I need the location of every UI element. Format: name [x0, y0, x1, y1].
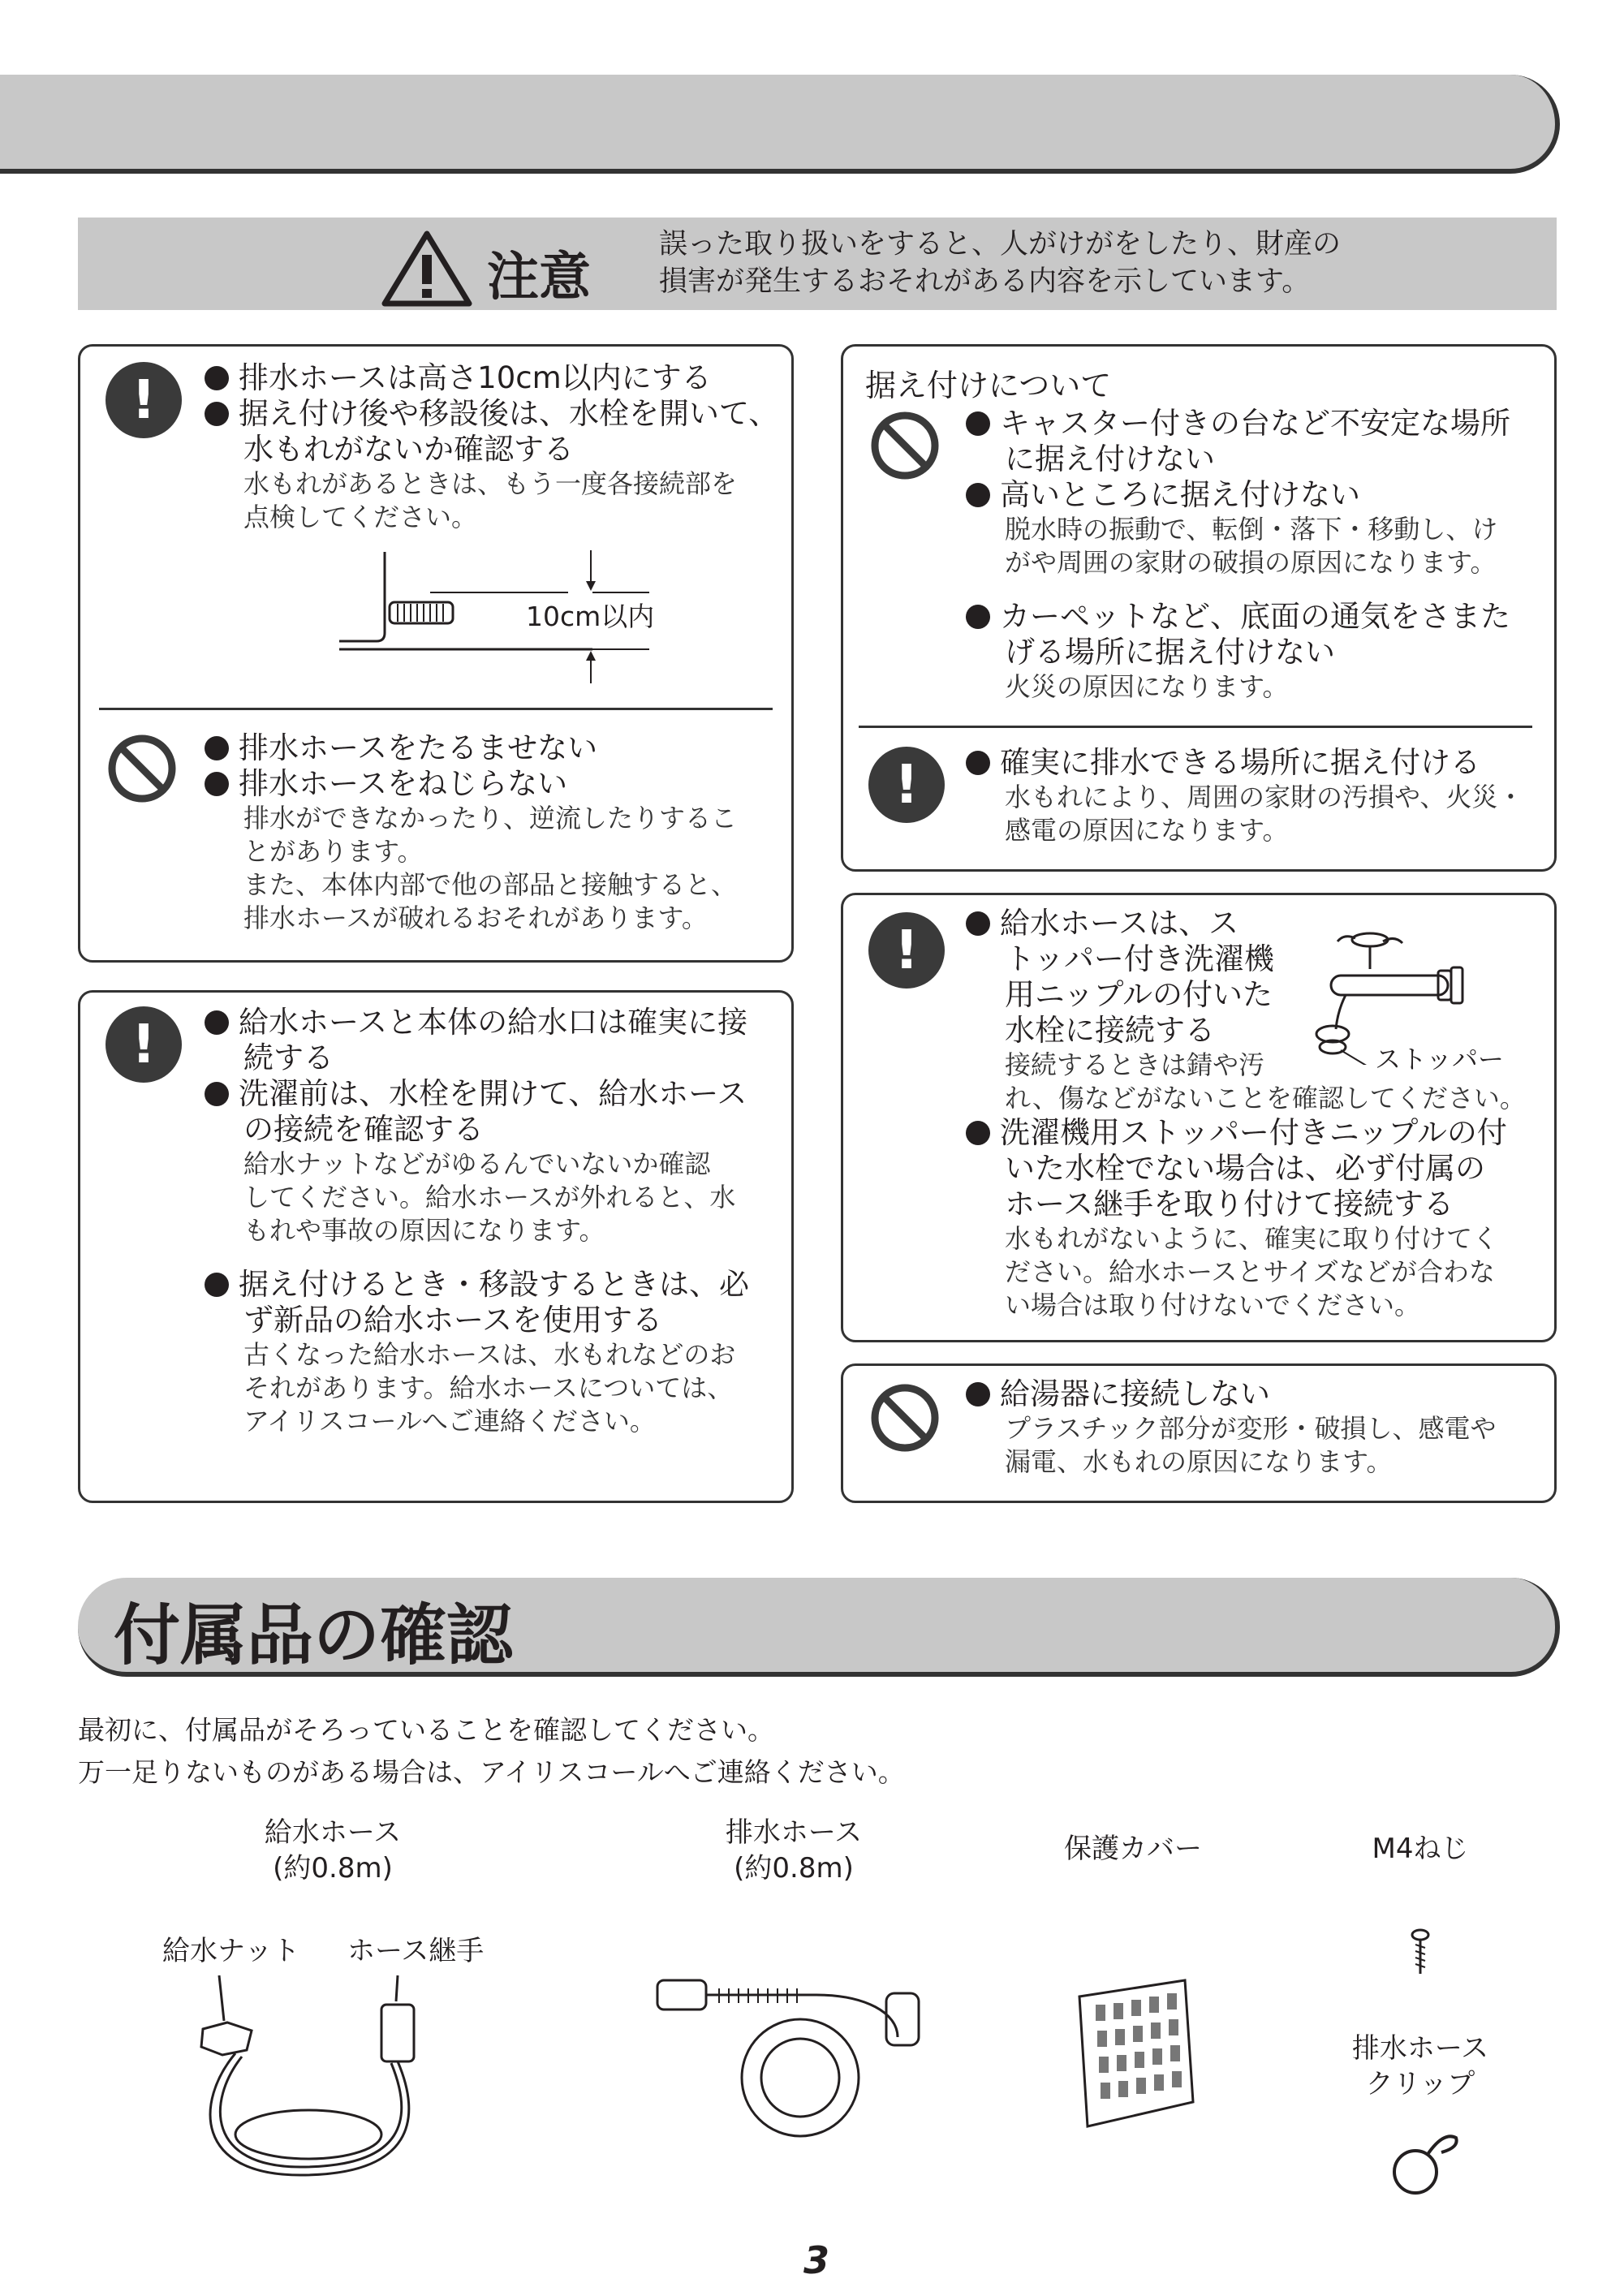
bullet-text: げる場所に据え付けない [1005, 635, 1335, 670]
top-header-band [0, 75, 1560, 174]
prohibition-icon [870, 411, 940, 480]
bullet-dot [966, 411, 990, 436]
accessories-intro [78, 1709, 905, 1794]
left-panel1-text-b [205, 730, 789, 935]
intro-line: 万一足りないものがある場合は、アイリスコールへご連絡ください。 [78, 1756, 905, 1788]
note-text: 排水ホースが破れるおそれがあります。 [243, 902, 708, 933]
note-text: がや周囲の家財の破損の原因になります。 [1005, 547, 1497, 578]
bullet-text: 給水ホースと本体の給水口は確実に接 [239, 1005, 748, 1040]
note-text: 火災の原因になります。 [1005, 671, 1289, 702]
bullet-text: キャスター付きの台など不安定な場所 [1000, 406, 1510, 441]
page-number: 3 [803, 2238, 830, 2282]
note-text: アイリスコールへご連絡ください。 [243, 1406, 656, 1437]
left-panel2-text [205, 1005, 789, 1438]
bullet-dot [205, 402, 229, 426]
screw-label: M4ねじ [1372, 1833, 1469, 1865]
mandatory-icon: ! [106, 362, 182, 438]
drain-hose-label [696, 1815, 891, 1886]
accessory-length: (約0.8m) [273, 1852, 393, 1885]
accessory-length: (約0.8m) [734, 1852, 854, 1885]
note-text: 古くなった給水ホースは、水もれなどのお [243, 1339, 736, 1370]
bullet-dot [205, 1010, 229, 1035]
note-text: また、本体内部で他の部品と接触すると、 [243, 869, 738, 900]
cover-label: 保護カバー [1064, 1833, 1202, 1865]
note-text: 漏電、水もれの原因になります。 [1005, 1446, 1393, 1477]
protection-cover-illustration [1071, 1972, 1201, 2134]
caution-desc-line: 誤った取り扱いをすると、人がけがをしたり、財産の [659, 228, 1342, 261]
bullet-text: 給水ホースは、ス [1000, 906, 1239, 941]
bullet-text: 排水ホースをたるませない [239, 730, 598, 765]
supply-hose-illustration [179, 1972, 471, 2191]
right-panel3-text [966, 1376, 1550, 1479]
caution-description [659, 226, 1341, 300]
accessory-name: 給水ホース [264, 1816, 402, 1849]
divider [99, 708, 773, 710]
note-text: 水もれにより、周囲の家財の汚損や、火災・ [1005, 782, 1524, 812]
note-text: ださい。給水ホースとサイズなどが合わな [1005, 1256, 1495, 1287]
note-text: 水もれがあるときは、もう一度各接続部を [243, 468, 738, 499]
intro-line: 最初に、付属品がそろっていることを確認してください。 [78, 1714, 774, 1746]
left-panel1-text-a [205, 360, 789, 534]
right-panel1-text-b [966, 745, 1550, 847]
bullet-dot [205, 736, 229, 760]
bullet-text: 水栓に接続する [1005, 1013, 1215, 1048]
note-text: 給水ナットなどがゆるんでいないか確認 [243, 1148, 711, 1179]
stopper-label: ストッパー [1375, 1044, 1505, 1075]
bullet-text: ず新品の給水ホースを使用する [243, 1303, 663, 1338]
bullet-dot [966, 1382, 990, 1406]
bullet-dot [205, 772, 229, 796]
bullet-text: カーペットなど、底面の通気をさまた [1000, 599, 1510, 634]
bullet-text: 続する [243, 1040, 334, 1075]
bullet-dot [966, 605, 990, 629]
bullet-text: 排水ホースをねじらない [239, 766, 568, 801]
bullet-text: 据え付けるとき・移設するときは、必 [239, 1267, 749, 1302]
mandatory-icon: ! [868, 747, 945, 823]
caution-desc-line: 損害が発生するおそれがある内容を示しています。 [659, 265, 1311, 298]
supply-nut-label: 給水ナット [162, 1935, 300, 1967]
hose-joint-label: ホース継手 [347, 1935, 485, 1967]
note-text: とがあります。 [243, 836, 424, 867]
accessory-name: クリップ [1365, 2068, 1475, 2100]
prohibition-icon [107, 734, 177, 803]
caution-title: 注意 [487, 248, 591, 308]
bullet-text: 水もれがないか確認する [243, 432, 574, 467]
note-text: 脱水時の振動で、転倒・落下・移動し、け [1005, 514, 1498, 545]
accessories-section-title: 付属品の確認 [114, 1597, 514, 1674]
drain-hose-illustration [654, 1956, 938, 2143]
hose-clip-label [1331, 2031, 1510, 2102]
note-text: 感電の原因になります。 [1005, 815, 1289, 846]
note-text: 水もれがないように、確実に取り付けてく [1005, 1223, 1499, 1254]
note-text: してください。給水ホースが外れると、水 [243, 1182, 736, 1213]
bullet-text: に据え付けない [1005, 442, 1215, 476]
bullet-text: 給湯器に接続しない [1000, 1376, 1270, 1411]
bullet-dot [966, 751, 990, 775]
accessory-name: 排水ホース [725, 1816, 863, 1849]
bullet-text: 洗濯機用ストッパー付きニップルの付 [1000, 1115, 1507, 1150]
hose-clip-illustration [1380, 2123, 1461, 2204]
mandatory-icon: ! [106, 1006, 182, 1083]
note-text: 点検してください。 [243, 502, 478, 532]
bullet-text: トッパー付き洗濯機 [1005, 941, 1274, 976]
bullet-text: 洗濯前は、水栓を開けて、給水ホース [239, 1076, 747, 1111]
bullet-dot [205, 1082, 229, 1106]
bullet-text: 据え付け後や移設後は、水栓を開いて、 [239, 396, 779, 431]
bullet-dot [966, 911, 990, 936]
warning-triangle-icon [381, 229, 472, 307]
bullet-dot [966, 1121, 990, 1145]
bullet-text: 確実に排水できる場所に据え付ける [1000, 745, 1480, 780]
diagram-label-10cm: 10cm以内 [526, 601, 655, 632]
bullet-text: 排水ホースは高さ10cm以内にする [239, 360, 712, 395]
note-text: プラスチック部分が変形・破損し、感電や [1005, 1413, 1497, 1444]
note-text: 接続するときは錆や汚 [1005, 1049, 1265, 1080]
bullet-text: いた水栓でない場合は、必ず付属の [1005, 1151, 1485, 1186]
supply-hose-label [235, 1815, 430, 1886]
mandatory-icon: ! [868, 912, 945, 989]
bullet-text: 高いところに据え付けない [1000, 477, 1360, 512]
prohibition-icon [870, 1383, 940, 1453]
note-text: れ、傷などがないことを確認してください。 [1005, 1083, 1526, 1114]
screw-icon [1407, 1928, 1433, 1977]
note-text: それがあります。給水ホースについては、 [243, 1372, 734, 1403]
bullet-dot [205, 366, 229, 390]
right-panel1-text-a [966, 406, 1550, 704]
bullet-text: ホース継手を取り付けて接続する [1005, 1187, 1454, 1221]
divider [859, 726, 1532, 728]
bullet-dot [966, 483, 990, 507]
note-text: い場合は取り付けないでください。 [1005, 1290, 1421, 1320]
installation-heading: 据え付けについて [865, 368, 1112, 403]
accessory-name: 排水ホース [1351, 2032, 1489, 2065]
note-text: もれや事故の原因になります。 [243, 1215, 605, 1246]
note-text: 排水ができなかったり、逆流したりするこ [243, 803, 738, 834]
bullet-text: の接続を確認する [243, 1112, 484, 1147]
bullet-dot [205, 1273, 229, 1297]
bullet-text: 用ニップルの付いた [1005, 977, 1273, 1012]
